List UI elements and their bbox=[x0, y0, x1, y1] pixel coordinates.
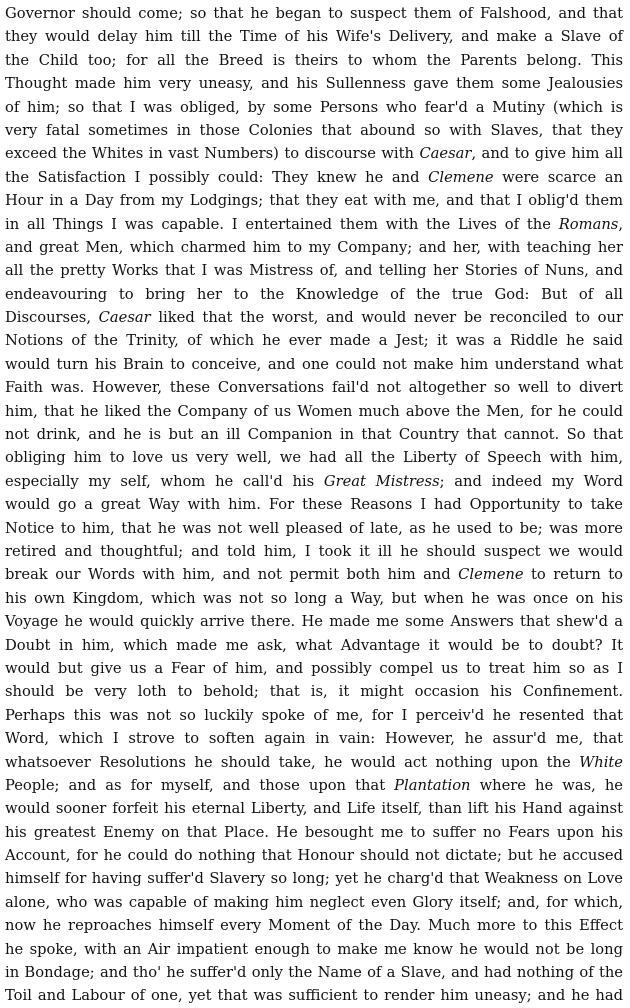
text-line bbox=[5, 493, 623, 516]
text-run: should be very loth to behold; that is, it might occasion his Confinement. bbox=[5, 683, 623, 701]
text-line bbox=[5, 236, 623, 259]
text-run: of him; so that I was obliged, by some Persons who fear'd a Mutiny (which is bbox=[5, 98, 623, 116]
text-run: People; and as for myself, and those upon that bbox=[5, 776, 395, 794]
text-line bbox=[5, 25, 623, 48]
text-run: Voyage he would quickly arrive there. He made me some Answers that shew'd a bbox=[5, 613, 623, 631]
text-line bbox=[5, 821, 623, 844]
text-run: Hour in a Day from my Lodgings; that they eat with me, and that I oblig'd them bbox=[5, 192, 623, 210]
text-line bbox=[5, 2, 623, 25]
text-run: liked that the worst, and would never be reconciled to our bbox=[150, 309, 623, 327]
text-run: Account, for he could do nothing that Honour should not dictate; but he accused bbox=[5, 847, 623, 865]
text-line bbox=[5, 470, 623, 493]
text-run: Notice to him, that he was not well pleased of late, as he used to be; was more bbox=[5, 519, 623, 537]
text-line bbox=[5, 49, 623, 72]
text-line bbox=[5, 540, 623, 563]
italic-text: Plantation bbox=[394, 776, 471, 794]
text-line bbox=[5, 867, 623, 890]
text-run: in Bondage; and tho' he suffer'd only the Name of a Slave, and had nothing of the bbox=[5, 964, 623, 982]
text-line bbox=[5, 189, 623, 212]
text-run: Word, which I strove to soften again in vain: However, he assur'd me, that bbox=[5, 730, 623, 748]
text-line bbox=[5, 751, 623, 774]
text-line bbox=[5, 914, 623, 937]
text-run: the Satisfaction I possibly could: They knew he and bbox=[5, 168, 429, 186]
text-line bbox=[5, 283, 623, 306]
text-line bbox=[5, 142, 623, 165]
text-line bbox=[5, 797, 623, 820]
text-line bbox=[5, 72, 623, 95]
text-run: Notions of the Trinity, of which he ever made a Jest; it was a Riddle he said bbox=[5, 332, 623, 350]
text-run: now he reproaches himself every Moment of the Day. Much more to this Effect bbox=[5, 917, 623, 935]
text-run: , and to give him all bbox=[471, 145, 623, 163]
text-run: endeavouring to bring her to the Knowledge of the true God: But of all bbox=[5, 285, 623, 303]
text-run: in all Things I was capable. I entertained them with the Lives of the bbox=[5, 215, 559, 233]
text-line bbox=[5, 634, 623, 657]
text-run: Perhaps this was not so luckily spoke of me, for I perceiv'd he resented that bbox=[5, 706, 623, 724]
text-run: would go a great Way with him. For these Reasons I had Opportunity to take bbox=[5, 496, 623, 514]
text-run: he spoke, with an Air impatient enough to make me know he would not be long bbox=[5, 940, 623, 958]
text-run: , bbox=[618, 215, 623, 233]
text-run: whatsoever Resolutions he should take, he would act nothing upon the bbox=[5, 753, 580, 771]
italic-text: Romans bbox=[558, 215, 619, 233]
text-run: the Child too; for all the Breed is theirs to whom the Parents belong. This bbox=[5, 51, 623, 69]
text-run: Governor should come; so that he began to suspect them of Falshood, and that bbox=[5, 5, 623, 22]
text-run: where he was, he bbox=[470, 776, 623, 794]
text-line bbox=[5, 657, 623, 680]
text-run: and great Men, which charmed him to my Company; and her, with teaching her bbox=[5, 238, 623, 256]
text-run: to return to bbox=[523, 566, 623, 584]
text-run: alone, who was capable of making him neglect even Glory itself; and, for which, bbox=[5, 893, 623, 911]
text-line bbox=[5, 704, 623, 727]
text-run: exceed the Whites in vast Numbers) to discourse with bbox=[5, 145, 420, 163]
text-run: very fatal sometimes in those Colonies that abound so with Slaves, that they bbox=[5, 121, 623, 139]
text-line bbox=[5, 329, 623, 352]
text-run: Thought made him very uneasy, and his Sullenness gave them some Jealousies bbox=[5, 75, 623, 93]
text-run: not drink, and he is but an ill Companion in that Country that cannot. So that bbox=[5, 426, 623, 444]
text-run: Discourses, bbox=[5, 309, 99, 327]
text-line bbox=[5, 259, 623, 282]
text-line bbox=[5, 587, 623, 610]
text-run: his own Kingdom, which was not so long a Way, but when he was once on his bbox=[5, 589, 623, 607]
text-run: obliging him to love us very well, we had all the Liberty of Speech with him, bbox=[5, 449, 623, 467]
text-line bbox=[5, 938, 623, 961]
text-run: Faith was. However, these Conversations fail'd not altogether so well to divert bbox=[5, 379, 623, 397]
text-run: his greatest Enemy on that Place. He besought me to suffer no Fears upon his bbox=[5, 823, 623, 841]
text-run: were scarce an bbox=[493, 168, 623, 186]
italic-text: Clemene bbox=[458, 566, 524, 584]
text-run: would but give us a Fear of him, and possibly compel us to treat him so as I bbox=[5, 659, 623, 677]
text-line bbox=[5, 610, 623, 633]
text-line bbox=[5, 213, 623, 236]
text-line bbox=[5, 844, 623, 867]
text-line bbox=[5, 961, 623, 984]
document-page bbox=[5, 2, 623, 1008]
italic-text: White bbox=[579, 753, 623, 771]
text-run: would sooner forfeit his eternal Liberty, and Life itself, than lift his Hand against bbox=[5, 800, 623, 818]
text-line bbox=[5, 400, 623, 423]
text-run: especially my self, whom he call'd his bbox=[5, 472, 324, 490]
text-line bbox=[5, 727, 623, 750]
text-line bbox=[5, 517, 623, 540]
text-run: they would delay him till the Time of his Wife's Delivery, and make a Slave of bbox=[5, 28, 623, 46]
text-line bbox=[5, 446, 623, 469]
text-run: ; and indeed my Word bbox=[439, 472, 623, 490]
italic-text: Great Mistress bbox=[323, 472, 440, 490]
text-line bbox=[5, 563, 623, 586]
text-run: him, that he liked the Company of us Women much above the Men, for he could bbox=[5, 402, 623, 420]
text-run: all the pretty Works that I was Mistress of, and telling her Stories of Nuns, and bbox=[5, 262, 623, 280]
text-run: would turn his Brain to conceive, and one could not make him understand what bbox=[5, 355, 623, 373]
text-run: break our Words with him, and not permit both him and bbox=[5, 566, 459, 584]
text-line bbox=[5, 376, 623, 399]
text-run: Toil and Labour of one, yet that was sufficient to render him uneasy; and he had bbox=[5, 987, 623, 1005]
italic-text: Clemene bbox=[428, 168, 494, 186]
text-line bbox=[5, 680, 623, 703]
text-line bbox=[5, 96, 623, 119]
italic-text: Caesar bbox=[98, 309, 151, 327]
text-line bbox=[5, 774, 623, 797]
text-line bbox=[5, 166, 623, 189]
text-run: retired and thoughtful; and told him, I took it ill he should suspect we would bbox=[5, 542, 623, 560]
italic-text: Caesar bbox=[419, 145, 472, 163]
text-run: Doubt in him, which made me ask, what Advantage it would be to doubt? It bbox=[5, 636, 623, 654]
text-run: himself for having suffer'd Slavery so long; yet he charg'd that Weakness on Love bbox=[5, 870, 623, 888]
text-line bbox=[5, 306, 623, 329]
text-line bbox=[5, 353, 623, 376]
text-line bbox=[5, 984, 623, 1007]
text-line bbox=[5, 891, 623, 914]
text-line bbox=[5, 119, 623, 142]
text-line bbox=[5, 423, 623, 446]
